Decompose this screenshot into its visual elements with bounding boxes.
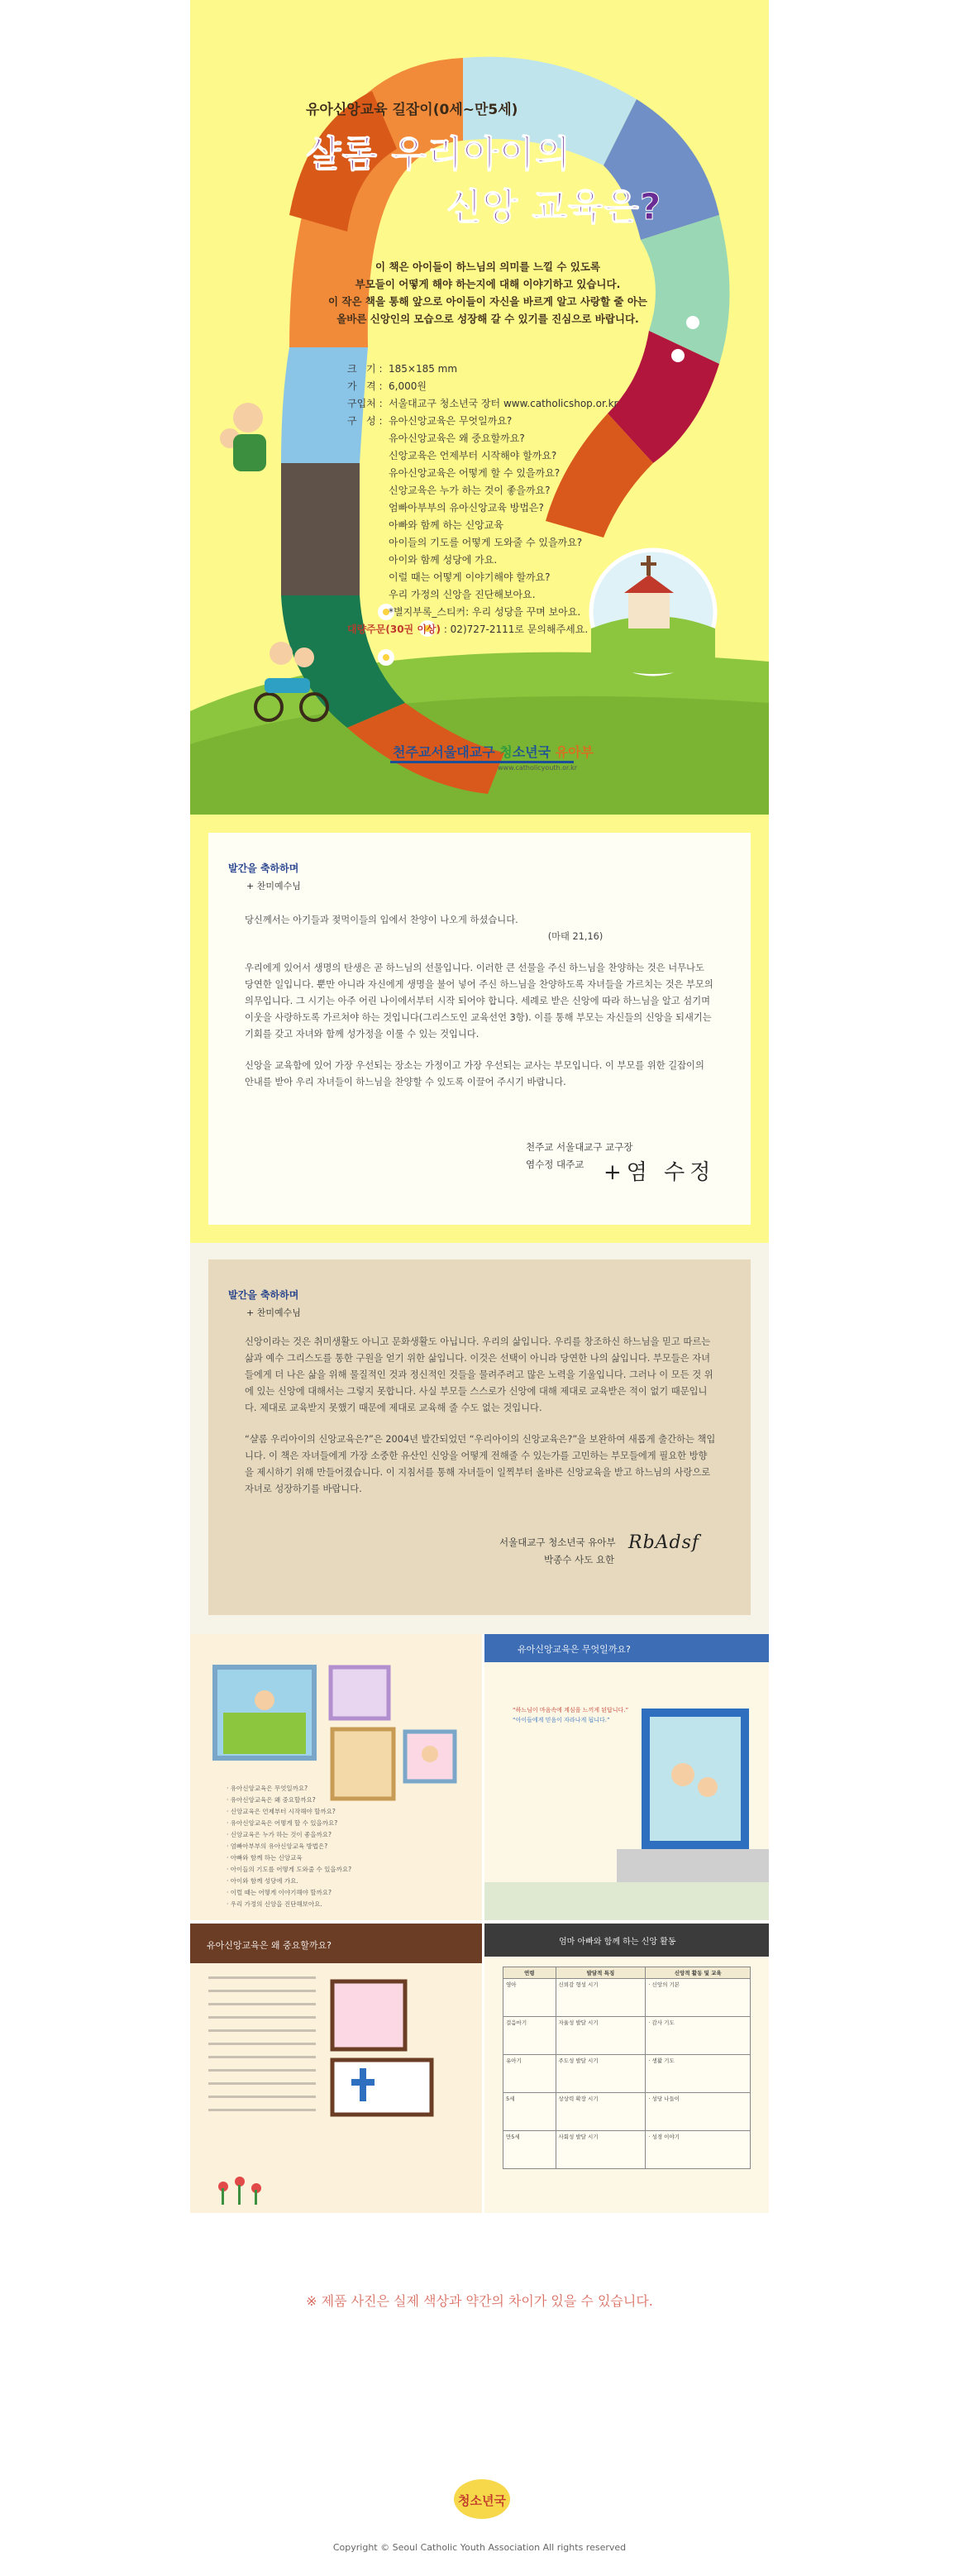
letter-paragraph: “샬롬 우리아이의 신앙교육은?”은 2004년 발간되었던 “우리아이의 신앙교육은?”을 보완하여 새롭게 출간하는 책입니다. 이 책은 자녀들에게 가장 소중한 유산인 신앙을 어떻게 전해줄 수 있는가를 고민하는 부모들에게 필요한 방향을 제시하기 위해 만들어졌습니다. 이 지침서를 통해 자녀들이 일찍부터 올바른 신앙교육을 받고 하느님의 사랑으로 자녀로 성장하기를 바랍니다. xyxy=(245,1434,716,1494)
handwritten-signature: RbAdsf xyxy=(628,1532,700,1553)
preview-item: · 아이와 함께 성당에 가요. xyxy=(227,1877,298,1885)
brand-logo-text: 청소년국 xyxy=(458,2493,506,2508)
table-cell: · 성당 나들이 xyxy=(646,2093,751,2131)
table-row xyxy=(503,2017,751,2055)
preview-item: · 신앙교육은 누가 하는 것이 좋을까요? xyxy=(227,1831,332,1838)
hero-title-lead: 샬롬 xyxy=(306,133,379,175)
table-header-row xyxy=(503,1967,751,1979)
table-cell: 5세 xyxy=(503,2093,556,2131)
preview-header-title: 엄마 아빠와 함께 하는 신앙 활동 xyxy=(559,1938,676,1947)
letter-paragraph: 신앙이라는 것은 취미생활도 아니고 문화생활도 아닙니다. 우리의 삶입니다. 우리를 창조하신 하느님을 믿고 따르는 삶과 예수 그리스도를 통한 구원을 얻기 위한 삶입니다. 이것은 선택이 아니라 당연한 나의 삶입니다. 부모들은 자녀들에게 더 나은 삶을 위해 물질적인 것과 정신적인 것들을 물려주려고 많은 노력을 기울입니다. 그러나 이 모든 것 위에 있는 신앙에 대해서는 그렇지 못합니다. 사실 부모들 스스로가 신앙에 대해 제대로 교육받은 적이 없기 때문입니다. 제대로 교육받지 못했기 때문에 제대로 교육해 줄 수도 없는 것입니다. xyxy=(245,1336,713,1413)
quote-line: “아이들에게 믿음이 자라나게 됩니다.” xyxy=(513,1717,610,1723)
preview-item: · 우리 가정의 신앙을 진단해보아요. xyxy=(227,1900,322,1908)
publisher-url[interactable]: www.catholicyouth.or.kr xyxy=(498,764,578,772)
letter-paragraph: 신앙을 교육함에 있어 가장 우선되는 장소는 가정이고 가장 우선되는 교사는 부모입니다. 이 부모를 위한 길잡이의 안내를 받아 우리 자녀들이 하느님을 찬양할 수 있도록 이끌어 주시기 바랍니다. xyxy=(245,1060,704,1087)
preview-item: · 유아신앙교육은 어떻게 할 수 있을까요? xyxy=(227,1819,338,1827)
congrats-letter-youth xyxy=(190,1243,769,1634)
hero-poster xyxy=(190,0,769,815)
spec-size-key: 크 기 : xyxy=(347,363,383,375)
contents-item: 아빠와 함께 하는 신앙교육 xyxy=(389,519,503,531)
table-cell: 만5세 xyxy=(503,2131,556,2169)
contents-item: 아이와 함께 성당에 가요. xyxy=(389,554,498,566)
contents-list xyxy=(347,430,618,621)
hero-intro xyxy=(306,258,670,327)
letter-body xyxy=(245,912,716,1106)
table-cell: · 성경 이야기 xyxy=(646,2131,751,2169)
table-row xyxy=(503,2055,751,2093)
contents-item: 이럴 때는 어떻게 이야기해야 할까요? xyxy=(389,571,551,583)
table-cell: 영아 xyxy=(503,1979,556,2017)
table-row xyxy=(503,2093,751,2131)
activity-table xyxy=(503,1967,751,2169)
family-illustration xyxy=(190,1924,482,2213)
preview-item: · 유아신앙교육은 무엇일까요? xyxy=(227,1785,308,1792)
table-cell: 신뢰감 형성 시기 xyxy=(556,1979,646,2017)
table-cell: · 생활 기도 xyxy=(646,2055,751,2093)
preview-item: · 엄빠아부부의 유아신앙교육 방법은? xyxy=(227,1842,328,1850)
letter-body xyxy=(245,1334,716,1513)
intro-line: 이 책은 아이들이 하느님의 의미를 느낄 수 있도록 xyxy=(375,260,600,273)
publisher-name-mid: 소년국 xyxy=(512,744,556,760)
book-specs xyxy=(347,361,618,638)
contents-item: *별지부록_스티커: 우리 성당을 꾸며 보아요. xyxy=(389,606,581,618)
spec-contents-key: 구 성 : xyxy=(347,415,383,427)
spec-price xyxy=(347,378,618,395)
intro-line: 부모들이 어떻게 해야 하는지에 대해 이야기하고 있습니다. xyxy=(355,278,621,290)
contents-item: 신앙교육은 언제부터 시작해야 할까요? xyxy=(389,450,557,461)
color-disclaimer: ※ 제품 사진은 실제 색상과 약간의 차이가 있을 수 있습니다. xyxy=(306,2293,653,2309)
table-cell: 상상력 확장 시기 xyxy=(556,2093,646,2131)
table-row xyxy=(503,2131,751,2169)
hero-title-accent: 신앙 교육은? xyxy=(446,186,662,228)
door-illustration xyxy=(484,1634,769,1920)
letter-citation: (마태 21,16) xyxy=(547,931,604,942)
contents-item: 아이들의 기도를 어떻게 도와줄 수 있을까요? xyxy=(389,537,583,548)
publisher-underline xyxy=(390,761,574,763)
table-cell: · 신앙의 기본 xyxy=(646,1979,751,2017)
bulk-order xyxy=(347,621,618,638)
brand-logo xyxy=(449,2474,515,2522)
spec-price-key: 가 격 : xyxy=(347,380,383,392)
letter-paragraph: 우리에게 있어서 생명의 탄생은 곧 하느님의 선물입니다. 이러한 큰 선물을 주신 하느님을 찬양하는 것은 너무나도 당연한 일입니다. 뿐만 아니라 자신에게 생명을 불어 넣어 주신 하느님을 찬양하도록 자녀들을 가르치는 것은 부모의 의무입니다. 그 시기는 아주 어린 나이에서부터 시작 되어야 합니다. 세례로 받은 신앙에 따라 하느님을 알고 섬기며 이웃을 사랑하도록 가르쳐야 하는 것입니다(그리스도인 교육선언 3항). 이를 통해 부모는 자신들의 신앙을 되새기는 기회를 갖고 자녀와 함께 성가정을 이룰 수 있는 것입니다. xyxy=(245,963,713,1039)
spec-price-value: 6,000원 xyxy=(389,380,427,392)
table-cell: 자율성 발달 시기 xyxy=(556,2017,646,2055)
publisher-logo xyxy=(393,742,594,761)
publisher-name-accent: 청 xyxy=(499,744,513,760)
table-cell: 걸음마기 xyxy=(503,2017,556,2055)
contents-item: 신앙교육은 누가 하는 것이 좋을까요? xyxy=(389,485,551,496)
table-cell: 주도성 발달 시기 xyxy=(556,2055,646,2093)
table-header: 발달적 특징 xyxy=(556,1967,646,1979)
inner-pages-gallery xyxy=(190,1634,769,2213)
contents-item: 우리 가정의 신앙을 진단해보아요. xyxy=(389,589,536,600)
table-cell: 유아기 xyxy=(503,2055,556,2093)
hero-subtitle: 유아신앙교육 길잡이(0세~만5세) xyxy=(306,102,518,118)
contents-item: 유아신앙교육은 어떻게 할 수 있을까요? xyxy=(389,467,561,479)
hero-title-main: 우리아이의 xyxy=(378,133,571,175)
letter-signoff xyxy=(499,1534,616,1569)
letter-paper xyxy=(208,833,751,1225)
preview-item: · 아이들의 기도를 어떻게 도와줄 수 있을까요? xyxy=(227,1866,352,1873)
handwritten-signature: +염 수정 xyxy=(604,1160,716,1185)
letter-greeting: + 찬미예수님 xyxy=(246,1307,301,1318)
contents-list-preview xyxy=(227,1783,351,1910)
quote-line: “하느님이 마음속에 계심을 느끼게 된답니다.” xyxy=(513,1707,629,1713)
table-row xyxy=(503,1979,751,2017)
hero-title xyxy=(306,124,661,230)
copyright: Copyright © Seoul Catholic Youth Association All rights reserved xyxy=(332,2542,627,2553)
table-header: 신앙적 활동 및 교육 xyxy=(646,1967,751,1979)
letter-tag: 발간을 축하하며 xyxy=(228,863,299,874)
signoff-name: 염수정 대주교 xyxy=(526,1159,584,1170)
preview-item: · 유아신앙교육은 왜 중요할까요? xyxy=(227,1796,316,1804)
preview-header-title: 유아신앙교육은 무엇일까요? xyxy=(518,1644,631,1655)
letter-paper xyxy=(208,1259,751,1615)
bulk-order-phone: : 02)727-2111로 문의해주세요. xyxy=(441,624,589,635)
preview-header xyxy=(484,1924,769,1957)
preview-item: · 아빠와 함께 하는 신앙교육 xyxy=(227,1854,303,1862)
contents-item: 엄빠아부부의 유아신앙교육 방법은? xyxy=(389,502,544,514)
preview-contents-page xyxy=(190,1634,482,1920)
spec-contents xyxy=(347,413,618,430)
publisher-name-dept: 유아부 xyxy=(555,744,594,760)
preview-item: · 이럴 때는 어떻게 이야기해야 할까요? xyxy=(227,1889,332,1896)
preview-header-title: 유아신앙교육은 왜 중요할까요? xyxy=(207,1940,332,1951)
preview-quote xyxy=(513,1705,637,1725)
spec-purchase-value[interactable]: 서울대교구 청소년국 장터 www.catholicshop.or.kr xyxy=(389,398,618,409)
preview-item: · 신앙교육은 언제부터 시작해야 할까요? xyxy=(227,1808,336,1815)
intro-line: 올바른 신앙인의 모습으로 성장해 갈 수 있기를 진심으로 바랍니다. xyxy=(336,313,639,325)
signoff-title: 천주교 서울대교구 교구장 xyxy=(526,1141,633,1153)
intro-line: 이 작은 책을 통해 앞으로 아이들이 자신을 바르게 알고 사랑할 줄 아는 xyxy=(328,295,647,308)
bulk-order-label: 대량주문(30권 이상) xyxy=(347,624,441,635)
spec-purchase xyxy=(347,395,618,413)
table-header: 연령 xyxy=(503,1967,556,1979)
letter-greeting: + 찬미예수님 xyxy=(246,881,301,891)
letter-tag: 발간을 축하하며 xyxy=(228,1289,299,1301)
table-cell: 사회성 발달 시기 xyxy=(556,2131,646,2169)
spec-purchase-key: 구입처 : xyxy=(347,398,383,409)
table-cell: · 감사 기도 xyxy=(646,2017,751,2055)
signoff-name: 박종수 사도 요한 xyxy=(544,1554,615,1565)
preview-why-page xyxy=(190,1924,482,2213)
preview-what-is-page xyxy=(484,1634,769,1920)
preview-activity-page xyxy=(484,1924,769,2213)
spec-contents-first: 유아신앙교육은 무엇일까요? xyxy=(389,415,513,427)
spec-size-value: 185×185 mm xyxy=(389,363,458,375)
publisher-name-pre: 천주교서울대교구 xyxy=(393,744,500,760)
contents-item: 유아신앙교육은 왜 중요할까요? xyxy=(389,433,525,444)
letter-paragraph: 당신께서는 아기들과 젖먹이들의 입에서 찬양이 나오게 하셨습니다. xyxy=(245,915,518,925)
signoff-title: 서울대교구 청소년국 유아부 xyxy=(499,1537,616,1548)
congrats-letter-archbishop xyxy=(190,815,769,1243)
spec-size xyxy=(347,361,618,378)
